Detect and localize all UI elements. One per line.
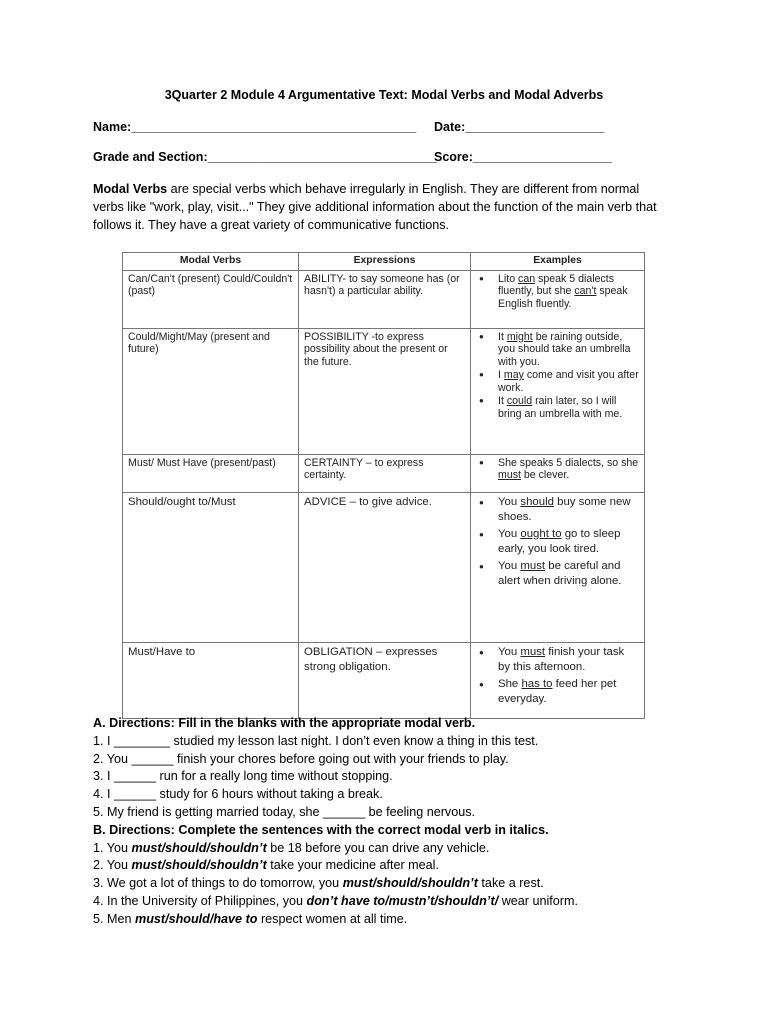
section-a-item: 5. My friend is getting married today, she ______ be feeling nervous.: [93, 804, 475, 819]
example-item: ● It might be raining outside, you should take an umbrella with you.: [498, 331, 639, 369]
example-item: ● It could rain later, so I will bring an umbrella with me.: [498, 395, 639, 420]
exercise-sections: [93, 715, 733, 929]
section-b-item: 4. In the University of Philippines, you don’t have to/mustn’t/shouldn’t/ wear uniform.: [93, 893, 578, 908]
section-a-item: 3. I ______ run for a really long time without stopping.: [93, 769, 393, 784]
expression-cell: POSSIBILITY -to express possibility about the present or the future.: [299, 328, 471, 454]
table-header: Expressions: [299, 253, 471, 271]
section-b-heading: B. Directions: Complete the sentences with the correct modal verb in italics.: [93, 822, 549, 837]
table-row: [123, 328, 645, 454]
example-item: ● You ought to go to sleep early, you look tired.: [498, 527, 639, 558]
modal-verb-cell: Can/Can't (present) Could/Couldn't (past): [123, 270, 299, 328]
modal-verb-cell: Should/ought to/Must: [123, 492, 299, 642]
intro-text: are special verbs which behave irregularly in English. They are different from normal verbs like "work, play, visit..." They give additional information about the function of the main verb that follows it. They have a great variety of communicative functions.: [93, 182, 657, 232]
table-row: [123, 270, 645, 328]
modal-verb-cell: Must/Have to: [123, 642, 299, 718]
examples-cell: [471, 270, 645, 328]
table-header: Examples: [471, 253, 645, 271]
name-field: Name:_________________________________________: [93, 120, 417, 134]
example-item: ● She has to feed her pet everyday.: [498, 677, 639, 708]
example-item: ● I may come and visit you after work.: [498, 369, 639, 394]
section-b-item: 2. You must/should/shouldn’t take your medicine after meal.: [93, 858, 439, 873]
expression-cell: CERTAINTY – to express certainty.: [299, 454, 471, 492]
section-a-heading: A. Directions: Fill in the blanks with the appropriate modal verb.: [93, 716, 476, 730]
expression-cell: OBLIGATION – expresses strong obligation.: [299, 642, 471, 718]
example-item: ● Lito can speak 5 dialects fluently, but she can't speak English fluently.: [498, 273, 639, 311]
intro-paragraph: [93, 180, 673, 234]
section-a-item: 2. You ______ finish your chores before going out with your friends to play.: [93, 751, 509, 766]
score-field: Score:____________________: [434, 150, 612, 164]
section-b-item: 5. Men must/should/have to respect women at all time.: [93, 911, 408, 926]
expression-cell: ADVICE – to give advice.: [299, 492, 471, 642]
intro-term: Modal Verbs: [93, 182, 168, 196]
examples-cell: [471, 328, 645, 454]
table-header-row: [123, 253, 645, 271]
expression-cell: ABILITY- to say someone has (or hasn't) a particular ability.: [299, 270, 471, 328]
grade-section-field: Grade and Section:_________________________________: [93, 150, 438, 164]
section-b-item: 3. We got a lot of things to do tomorrow, you must/should/shouldn’t take a rest.: [93, 876, 544, 891]
table-header: Modal Verbs: [123, 253, 299, 271]
example-item: ● She speaks 5 dialects, so she must be clever.: [498, 457, 639, 482]
examples-cell: [471, 642, 645, 718]
table-row: [123, 642, 645, 718]
date-field: Date:____________________: [434, 120, 605, 134]
modal-verb-cell: Could/Might/May (present and future): [123, 328, 299, 454]
modal-verbs-table: [122, 252, 645, 719]
example-item: ● You must be careful and alert when driving alone.: [498, 559, 639, 590]
example-item: ● You should buy some new shoes.: [498, 495, 639, 526]
modal-verb-cell: Must/ Must Have (present/past): [123, 454, 299, 492]
section-a-item: 4. I ______ study for 6 hours without taking a break.: [93, 787, 383, 802]
table-row: [123, 454, 645, 492]
examples-cell: [471, 492, 645, 642]
example-item: ● You must finish your task by this afternoon.: [498, 645, 639, 676]
section-a-item: 1. I ________ studied my lesson last night. I don’t even know a thing in this test.: [93, 733, 539, 748]
examples-cell: [471, 454, 645, 492]
table-row: [123, 492, 645, 642]
section-b-item: 1. You must/should/shouldn’t be 18 before you can drive any vehicle.: [93, 840, 490, 855]
page-title: 3Quarter 2 Module 4 Argumentative Text: Modal Verbs and Modal Adverbs: [164, 88, 604, 102]
